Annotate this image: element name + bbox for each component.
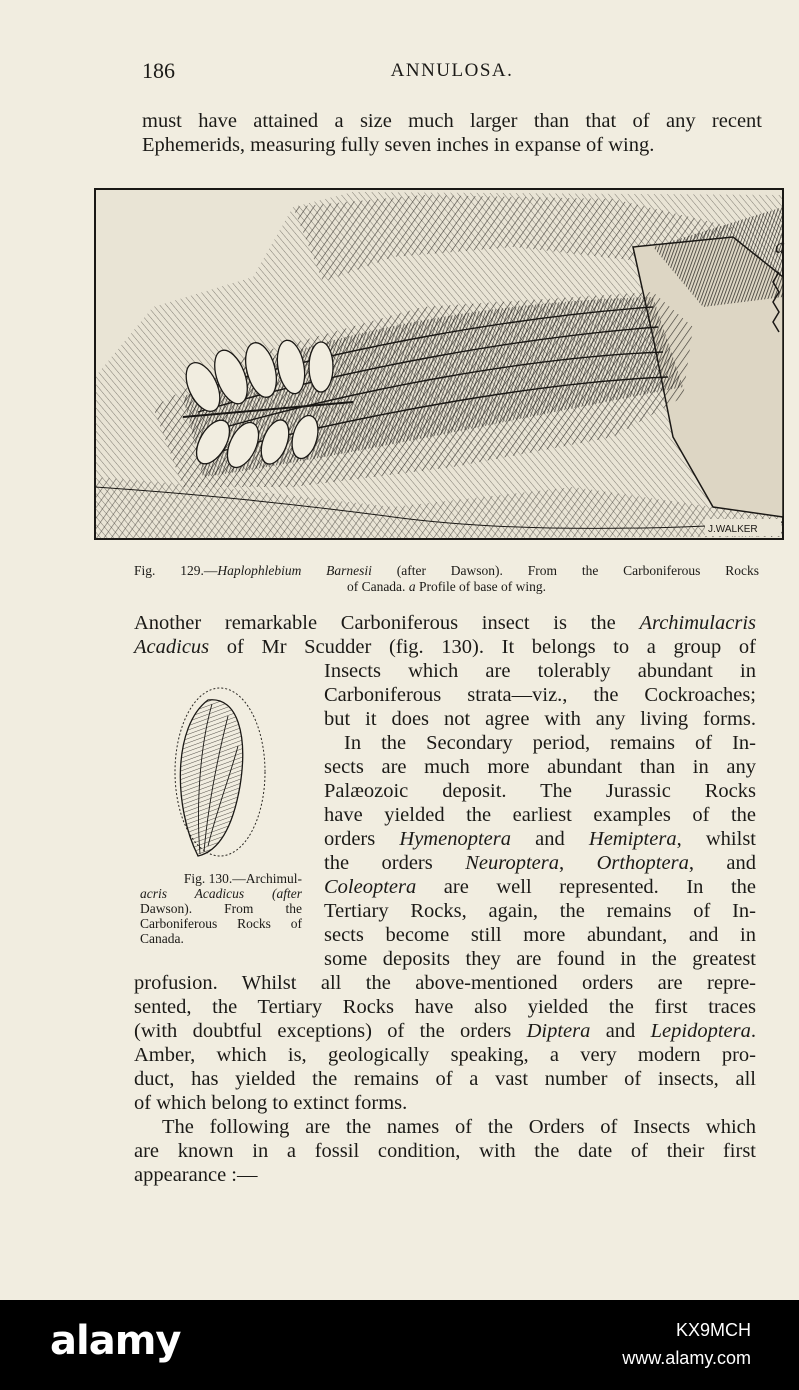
text-line: orders Hymenoptera and Hemiptera, whilst — [324, 828, 756, 850]
alamy-logo: alamy — [50, 1318, 181, 1364]
text-line: In the Secondary period, remains of In- — [344, 732, 756, 754]
engraver-signature: J.WALKER — [708, 524, 758, 535]
caption-line: Fig. 130.—Archimul- — [183, 871, 302, 886]
text-line: appearance :— — [134, 1164, 258, 1186]
page-number: 186 — [142, 58, 175, 83]
caption-line: Canada. — [140, 931, 184, 946]
text-line: must have attained a size much larger than that of any recent — [142, 110, 762, 132]
text-line: sects are much more abundant than in any — [324, 756, 756, 778]
figure-129-engraving — [93, 187, 785, 541]
text-line: The following are the names of the Orders of Insects which — [162, 1116, 756, 1138]
text-line: Ephemerids, measuring fully seven inches in expanse of wing. — [142, 134, 655, 156]
running-title: ANNULOSA. — [390, 60, 514, 81]
text-line: Palæozoic deposit. The Jurassic Rocks — [324, 780, 756, 802]
text-line: but it does not agree with any living forms. — [324, 708, 756, 730]
caption-line: acris Acadicus (after — [140, 886, 302, 901]
page-header — [142, 58, 762, 86]
text-line: have yielded the earliest examples of the — [324, 804, 756, 826]
text-line: Coleoptera are well represented. In the — [324, 876, 756, 898]
text-line: duct, has yielded the remains of a vast number of insects, all — [134, 1068, 756, 1090]
watermark-footer — [0, 1300, 799, 1390]
figure-129-caption: Fig. 129.—Haplophlebium Barnesii (after Dawson). From the Carboniferous Rocks — [134, 563, 759, 578]
image-id: KX9MCH — [675, 1320, 751, 1340]
text-line: some deposits they are found in the greatest — [324, 948, 756, 970]
figure-129-caption-line-2: of Canada. a Profile of base of wing. — [346, 579, 547, 594]
figure-130-engraving — [168, 686, 268, 862]
caption-line: Carboniferous Rocks of — [140, 916, 302, 931]
text-line: the orders Neuroptera, Orthoptera, and — [324, 852, 756, 874]
text-line: sented, the Tertiary Rocks have also yielded the first traces — [134, 996, 756, 1018]
text-line: Acadicus of Mr Scudder (fig. 130). It belongs to a group of — [134, 636, 756, 658]
text-line: Carboniferous strata—viz., the Cockroaches; — [324, 684, 756, 706]
text-line: Tertiary Rocks, again, the remains of In- — [324, 900, 756, 922]
figure-130-caption — [140, 871, 302, 946]
text-line: Another remarkable Carboniferous insect is the Archimulacris — [134, 612, 756, 634]
text-line: Insects which are tolerably abundant in — [324, 660, 756, 682]
text-line: are known in a fossil condition, with the date of their first — [134, 1140, 756, 1162]
text-line: (with doubtful exceptions) of the orders Diptera and Lepidoptera. — [134, 1020, 756, 1042]
site-url: www.alamy.com — [622, 1348, 751, 1368]
text-line: sects become still more abundant, and in — [324, 924, 756, 946]
figure-label-a: a — [775, 236, 785, 258]
caption-line: Dawson). From the — [140, 901, 302, 916]
text-line: profusion. Whilst all the above-mentioned orders are repre- — [134, 972, 756, 994]
text-line: Amber, which is, geologically speaking, a very modern pro- — [134, 1044, 756, 1066]
text-line: of which belong to extinct forms. — [134, 1092, 408, 1114]
